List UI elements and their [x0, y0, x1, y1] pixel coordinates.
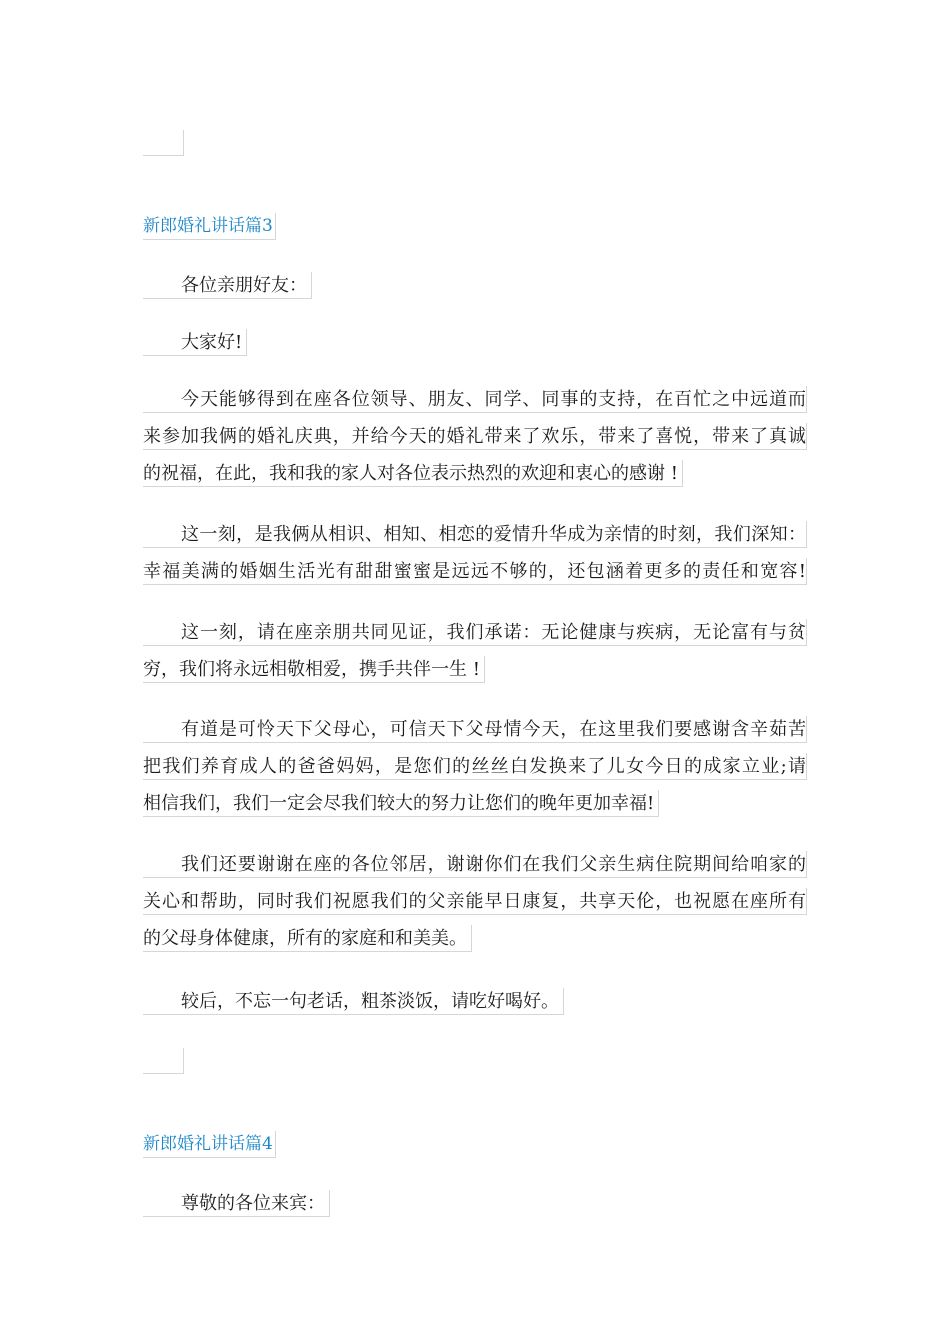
paragraph-line: 幸福美满的婚姻生活光有甜甜蜜蜜是远远不够的，还包涵着更多的责任和宽容! — [143, 558, 807, 585]
paragraph-line: 把我们养育成人的爸爸妈妈，是您们的丝丝白发换来了儿女今日的成家立业;请 — [143, 753, 807, 780]
paragraph-hello — [143, 329, 807, 371]
paragraph-line: 大家好! — [143, 329, 247, 356]
paragraph-line: 较后，不忘一句老话，粗茶淡饭，请吃好喝好。 — [143, 988, 564, 1015]
paragraph-line: 关心和帮助，同时我们祝愿我们的父亲能早日康复，共享天伦，也祝愿在座所有 — [143, 888, 807, 915]
paragraph-line: 有道是可怜天下父母心，可信天下父母情今天，在这里我们要感谢含辛茹苦 — [143, 716, 807, 743]
paragraph-line: 这一刻，请在座亲朋共同见证，我们承诺：无论健康与疾病，无论富有与贫 — [143, 619, 807, 646]
paragraph-line: 尊敬的各位来宾： — [143, 1190, 330, 1217]
paragraph-closing — [143, 988, 807, 1030]
paragraph-greeting — [143, 272, 807, 314]
paragraph-line: 来参加我俩的婚礼庆典，并给今天的婚礼带来了欢乐，带来了喜悦，带来了真诚 — [143, 423, 807, 450]
paragraph-guests — [143, 1190, 807, 1232]
paragraph-moment — [143, 521, 807, 595]
paragraph-line: 我们还要谢谢在座的各位邻居，谢谢你们在我们父亲生病住院期间给咱家的 — [143, 851, 807, 878]
paragraph-line: 相信我们，我们一定会尽我们较大的努力让您们的晚年更加幸福! — [143, 790, 659, 817]
paragraph-promise — [143, 619, 807, 698]
section-heading-4: 新郎婚礼讲话篇4 — [143, 1131, 276, 1158]
paragraph-line: 的祝福，在此，我和我的家人对各位表示热烈的欢迎和衷心的感谢 ! — [143, 460, 683, 487]
paragraph-neighbors — [143, 851, 807, 967]
paragraph-line: 今天能够得到在座各位领导、朋友、同学、同事的支持，在百忙之中远道而 — [143, 386, 807, 413]
paragraph-line: 穷，我们将永远相敬相爱，携手共伴一生 ! — [143, 656, 485, 683]
empty-table-cell — [143, 1048, 184, 1074]
paragraph-line: 这一刻，是我俩从相识、相知、相恋的爱情升华成为亲情的时刻，我们深知： — [143, 521, 807, 548]
paragraph-parents — [143, 716, 807, 832]
section-heading-3: 新郎婚礼讲话篇3 — [143, 213, 276, 240]
empty-table-cell — [143, 130, 184, 156]
paragraph-line: 的父母身体健康，所有的家庭和和美美。 — [143, 925, 472, 952]
paragraph-line: 各位亲朋好友： — [143, 272, 312, 299]
paragraph-thanks — [143, 386, 807, 502]
